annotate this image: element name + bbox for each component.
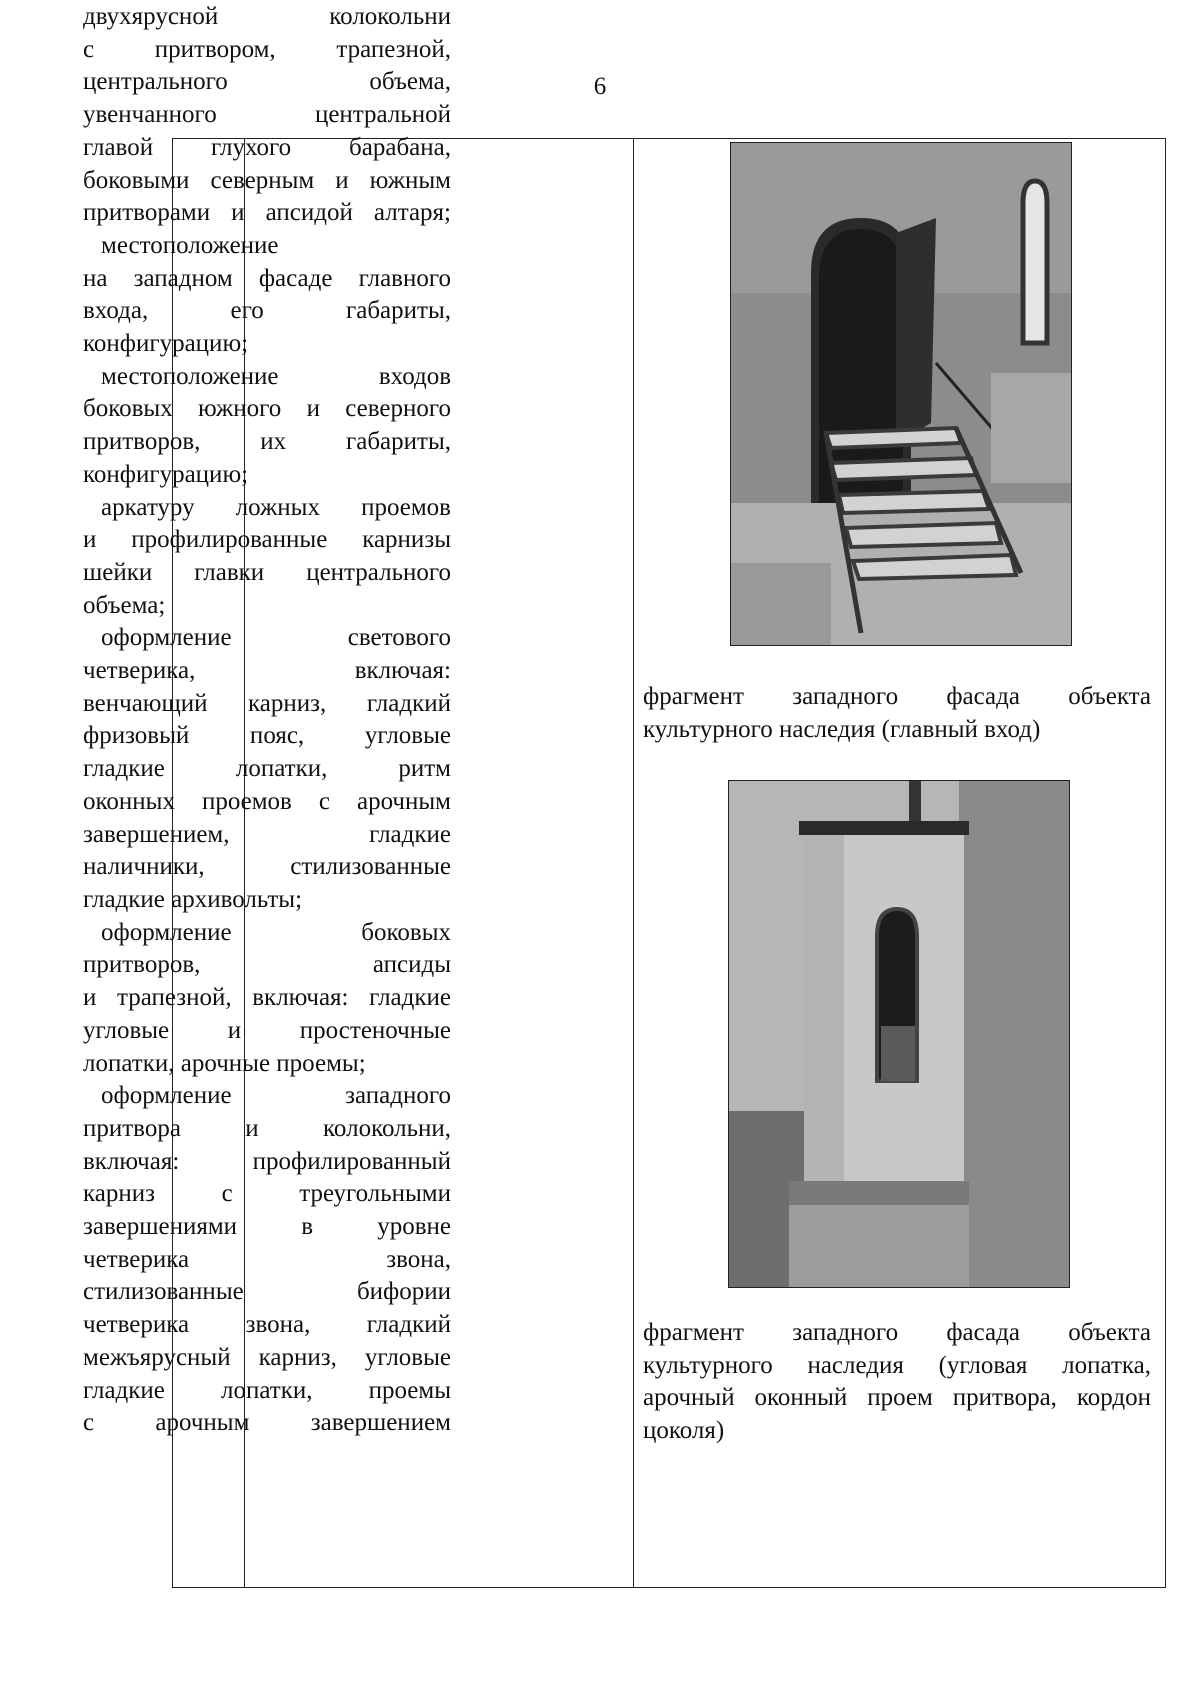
text-line: объема; <box>83 591 166 619</box>
text-line: фризовый пояс, угловые <box>83 722 451 750</box>
description-cell <box>83 1 451 1440</box>
text-line: завершениями в уровне <box>83 1213 451 1241</box>
photo-caption-main-entrance <box>643 681 1151 746</box>
text-line: конфигурацию; <box>83 330 249 358</box>
text-line: с арочным завершением <box>83 1409 451 1437</box>
text-line: четверика звона, <box>83 1245 451 1273</box>
text-line: стилизованные бифории <box>83 1278 451 1306</box>
caption-line: арочный оконный проем притвора, кордон <box>643 1384 1151 1411</box>
text-line: конфигурацию; <box>83 460 249 488</box>
text-line: карниз с треугольными <box>83 1180 451 1208</box>
column-divider <box>633 139 634 1587</box>
text-line: угловые и простеночные <box>83 1016 451 1044</box>
text-line: включая: профилированный <box>83 1147 451 1175</box>
caption-line: фрагмент западного фасада объекта <box>643 683 1151 710</box>
caption-line: культурного наследия (главный вход) <box>643 715 1041 743</box>
text-line: увенчанного центральной <box>83 101 451 129</box>
text-line: межъярусный карниз, угловые <box>83 1343 451 1371</box>
photo-main-entrance-image <box>731 143 1071 645</box>
text-line: главой глухого барабана, <box>83 133 451 161</box>
text-line: центрального объема, <box>83 68 451 96</box>
text-line: с притвором, трапезной, <box>83 35 451 63</box>
text-line: и профилированные карнизы <box>83 526 451 554</box>
text-line: на западном фасаде главного <box>83 264 451 292</box>
text-line: четверика звона, гладкий <box>83 1311 451 1339</box>
caption-line: фрагмент западного фасада объекта <box>643 1319 1151 1346</box>
text-line: гладкие лопатки, ритм <box>83 755 451 783</box>
text-line: притворов, их габариты, <box>83 428 451 456</box>
text-line: двухярусной колокольни <box>83 3 451 30</box>
text-line: притвора и колокольни, <box>83 1114 451 1142</box>
text-line: гладкие лопатки, проемы <box>83 1376 451 1404</box>
text-line: оформление светового <box>101 624 451 652</box>
text-line: притворов, апсиды <box>83 951 451 979</box>
text-line: местоположение входов <box>101 362 451 390</box>
text-line: притворами и апсидой алтаря; <box>83 199 451 227</box>
text-line: боковыми северным и южным <box>83 166 451 194</box>
page-number: 6 <box>593 73 607 100</box>
photo-main-entrance <box>730 142 1072 646</box>
photo-caption-corner-pilaster <box>643 1317 1151 1447</box>
text-line: завершением, гладкие <box>83 820 451 848</box>
photo-corner-pilaster-image <box>729 781 1069 1287</box>
text-line: четверика, включая: <box>83 657 451 685</box>
text-line: оформление западного <box>101 1082 451 1110</box>
photo-corner-pilaster <box>728 780 1070 1288</box>
text-line: входа, его габариты, <box>83 297 451 325</box>
text-line: оформление боковых <box>101 918 451 946</box>
text-line: гладкие архивольты; <box>83 885 303 913</box>
caption-line: цоколя) <box>643 1416 725 1444</box>
text-line: венчающий карниз, гладкий <box>83 689 451 717</box>
text-line: и трапезной, включая: гладкие <box>83 984 451 1012</box>
text-line: аркатуру ложных проемов <box>101 493 451 521</box>
text-line: оконных проемов с арочным <box>83 787 451 815</box>
text-line: лопатки, арочные проемы; <box>83 1049 366 1077</box>
text-line: местоположение <box>101 231 279 259</box>
text-line: боковых южного и северного <box>83 395 451 423</box>
text-line: шейки главки центрального <box>83 558 451 586</box>
text-line: наличники, стилизованные <box>83 853 451 881</box>
caption-line: культурного наследия (угловая лопатка, <box>643 1351 1151 1379</box>
